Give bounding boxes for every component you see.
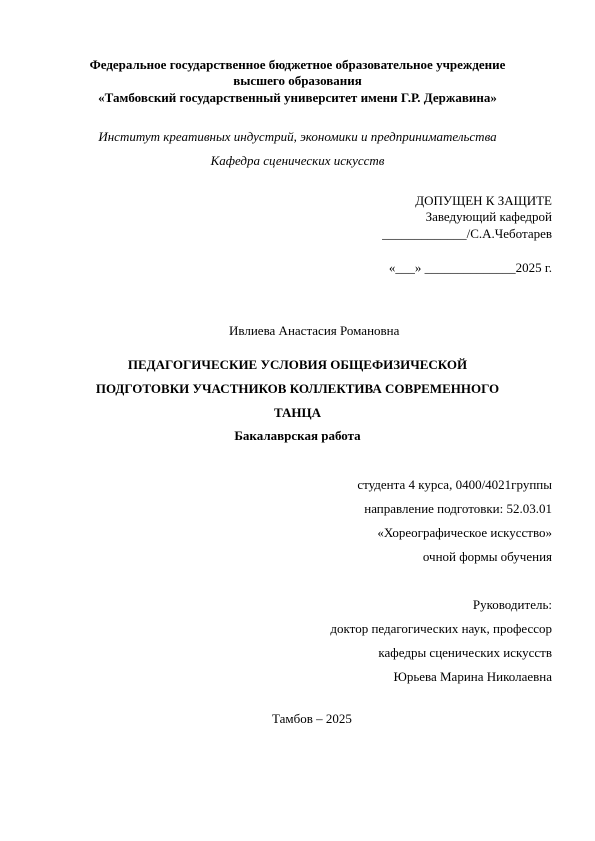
- student-form: очной формы обучения: [422, 549, 552, 564]
- thesis-title-line-1: ПЕДАГОГИЧЕСКИЕ УСЛОВИЯ ОБЩЕФИЗИЧЕСКОЙ: [127, 357, 468, 372]
- thesis-type: Бакалаврская работа: [234, 428, 361, 443]
- approval-date: «___» ______________2025 г.: [388, 260, 552, 275]
- org-line-1: Федеральное государственное бюджетное образовательное учреждение: [89, 57, 506, 72]
- student-course: студента 4 курса, 0400/4021группы: [357, 477, 552, 492]
- org-line-3: «Тамбовский государственный университет имени Г.Р. Державина»: [98, 90, 497, 105]
- approval-role: Заведующий кафедрой: [425, 209, 552, 224]
- city-year: Тамбов – 2025: [272, 711, 352, 726]
- org-line-2: высшего образования: [233, 73, 362, 88]
- department-name: Кафедра сценических искусств: [210, 153, 385, 168]
- student-program: «Хореографическое искусство»: [377, 525, 552, 540]
- approval-signature: _____________/С.А.Чеботарев: [382, 226, 552, 241]
- thesis-title-line-3: ТАНЦА: [273, 405, 322, 420]
- institute-name: Институт креативных индустрий, экономики и предпринимательства: [98, 129, 497, 144]
- approval-title: ДОПУЩЕН К ЗАЩИТЕ: [415, 193, 552, 208]
- thesis-title-line-2: ПОДГОТОВКИ УЧАСТНИКОВ КОЛЛЕКТИВА СОВРЕМЕННОГО: [95, 381, 500, 396]
- supervisor-department: кафедры сценических искусств: [378, 645, 552, 660]
- student-direction: направление подготовки: 52.03.01: [364, 501, 552, 516]
- supervisor-degree: доктор педагогических наук, профессор: [330, 621, 552, 636]
- supervisor-name: Юрьева Марина Николаевна: [393, 669, 552, 684]
- author-name: Ивлиева Анастасия Романовна: [229, 323, 400, 338]
- supervisor-label: Руководитель:: [472, 597, 552, 612]
